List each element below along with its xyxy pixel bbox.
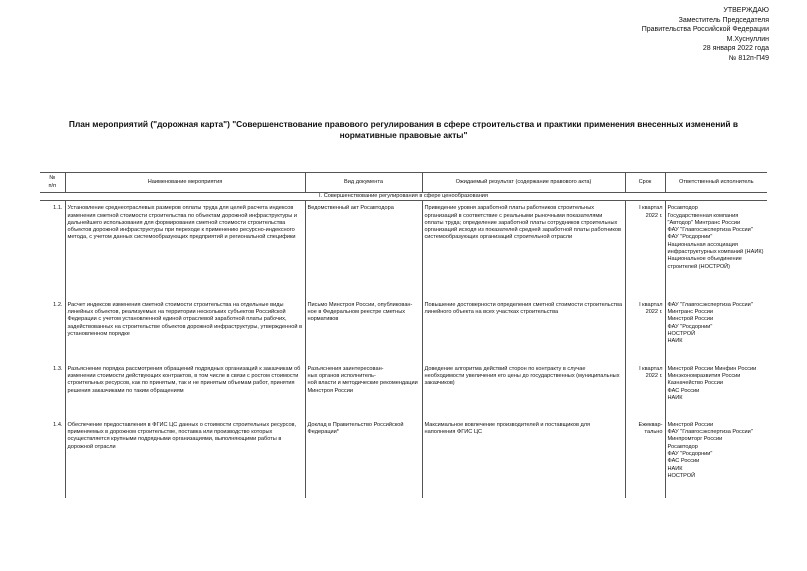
approval-line: 28 января 2022 года [702,45,769,53]
row-term: I квартал 2022 г. [625,201,665,298]
row-term: Ежеквар- тально [625,418,665,498]
row-executor: ФАУ "Главгосэкспертиза России" Минтранс России Минстрой России ФАУ "Росдорнии" НОСТРОЙ НАИК [665,298,767,362]
row-event: Расчет индексов изменения сметной стоимости строительства на отдельные виды линейных объектов, реализуемых на территории нескольких субъектов Российской Федерации с учетом установленной единой отраслевой заработной платы рабочих, задействованных на строительстве объектов дорожной инфраструктуры, утвержденной в установленном порядке [65,298,305,362]
row-doc-type: Ведомственный акт Росавтодора [305,201,422,298]
table-row [40,201,767,298]
header-event: Наименование мероприятия [65,173,305,193]
table-row [40,298,767,362]
roadmap-table [40,172,767,498]
row-executor: Минстрой России ФАУ "Главгосэкспертиза России" Минпромторг России Росавтодор ФАУ "Росдорнии" ФАС России НАИК НОСТРОЙ [665,418,767,498]
row-doc-type: Разъяснения заинтересован- ных органов исполнитель- ной власти и методические рекомендации Минстроя России [305,362,422,418]
approval-block [642,6,769,64]
row-result: Повышение достоверности определения сметной стоимости строительства линейного объекта на всех участках строительства [422,298,625,362]
approval-line: Правительства Российской Федерации [641,26,769,34]
row-doc-type: Доклад в Правительство Российской Федерации* [305,418,422,498]
row-event: Разъяснение порядка рассмотрения обращений подрядных организаций к заказчикам об изменении стоимости действующих контрактов, в том числе в связи с ростом стоимости строительных ресурсов, как по принятым, так и не принятым объемам работ, принятия решения заказчиками по таким обращениям [65,362,305,418]
row-term: I квартал 2022 г. [625,362,665,418]
approval-line: УТВЕРЖДАЮ [723,7,769,14]
section-row [40,193,767,201]
document-title-line: План мероприятий ("дорожная карта") "Совершенствование правового регулирования в сфере строительства и практики применения внесенных изменений в [68,119,739,129]
header-doc-type: Вид документа [305,173,422,193]
row-num: 1.2. [40,298,65,362]
header-executor: Ответственный исполнитель [665,173,767,193]
table-row [40,362,767,418]
row-doc-type: Письмо Минстроя России, опубликован- ное в Федеральном реестре сметных нормативов [305,298,422,362]
row-event: Установление среднеотраслевых размеров оплаты труда для целей расчета индексов изменения сметной стоимости строительства по объектам дорожной инфраструктуры и дальнейшего использования для формирования сметной стоимости строительства объектов дорожной инфраструктуры при переходе к применению ресурсно-индексного метода, с учетом данных системообразующих предприятий и региональной специфики [65,201,305,298]
row-event: Обеспечение предоставления в ФГИС ЦС данных о стоимости строительных ресурсов, применяемых в дорожном строительстве, поставка или производство которых осуществляется крупными подрядными организациями, выполняющими работы в дорожной отрасли [65,418,305,498]
header-result: Ожидаемый результат (содержание правового акта) [422,173,625,193]
row-result: Максимальное вовлечение производителей и поставщиков для наполнения ФГИС ЦС [422,418,625,498]
document-title [40,119,767,141]
table-header-row [40,173,767,193]
approval-line: Заместитель Председателя [678,16,769,24]
header-num: № п/п [40,173,65,193]
approval-line: № 812п-П49 [728,54,769,62]
row-executor: Минстрой России Минфин России Минэкономразвития России Казначейство России ФАС России НАИК [665,362,767,418]
row-num: 1.1. [40,201,65,298]
approval-line: М.Хуснуллин [726,35,769,43]
row-executor: Росавтодор Государственная компания "Автодор" Минтранс России ФАУ "Главгосэкспертиза России" ФАУ "Росдорнии" Национальная ассоциация инфраструктурных компаний (НАИК) Национальное объединение строителей (НОСТРОЙ) [665,201,767,298]
row-result: Доведение алгоритма действий сторон по контракту в случае необходимости увеличения его цены до государственных (муниципальных заказчиков) [422,362,625,418]
row-result: Приведение уровня заработной платы работников строительных организаций в соответствие с реальными рыночными показателями оплаты труда; определение заработной платы сотрудников строительных организаций исходя из показателей средней заработной платы работников системообразующих организаций строительной отрасли [422,201,625,298]
document-title-line: нормативные правовые акты" [339,130,468,140]
section-title: I. Совершенствование регулирования в сфере ценообразования [40,193,767,201]
header-term: Срок [625,173,665,193]
row-num: 1.4. [40,418,65,498]
row-term: I квартал 2022 г. [625,298,665,362]
table-row [40,418,767,498]
row-num: 1.3. [40,362,65,418]
